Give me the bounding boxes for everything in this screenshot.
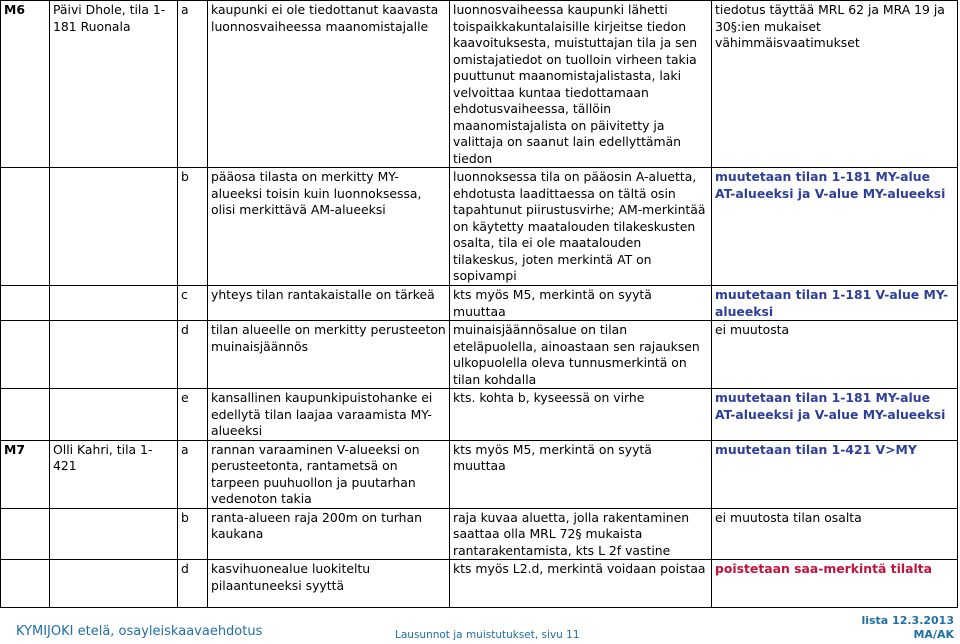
action-cell: muutetaan tilan 1-181 MY-alue AT-alueeksi ja V-alue MY-alueeksi [712, 168, 958, 286]
reply-cell: luonnosvaiheessa kaupunki lähetti toispaikkakuntalaisille kirjeitse tiedon kaavoituksesta, muistuttajan tila ja sen omistajatiedot on tuolloin virheen takia puuttunut maanomistajalistasta, laki velvoittaa kuntaa tiedottamaan ehdotusvaiheessa, tällöin maanomistajalista on päivitetty ja valittaja on saanut lain edellyttämän tiedon [450, 1, 712, 168]
commenter-cell: Olli Kahri, tila 1-421 [50, 440, 178, 508]
footer-document-title: KYMIJOKI etelä, osayleiskaavaehdotus [16, 624, 263, 639]
reply-cell: kts myös M5, merkintä on syytä muuttaa [450, 286, 712, 321]
action-cell: ei muutosta [712, 321, 958, 389]
action-cell: ei muutosta tilan osalta [712, 508, 958, 560]
commenter-cell [50, 508, 178, 560]
reply-cell: raja kuvaa aluetta, jolla rakentaminen saattaa olla MRL 72§ mukaista rantarakentamista, kts L 2f vastine [450, 508, 712, 560]
action-cell: muutetaan tilan 1-421 V>MY [712, 440, 958, 508]
commenter-cell [50, 286, 178, 321]
item-letter-cell: d [178, 560, 208, 608]
comment-id-cell [1, 389, 50, 441]
reply-cell: kts myös L2.d, merkintä voidaan poistaa [450, 560, 712, 608]
comment-text-cell: ranta-alueen raja 200m on turhan kaukana [208, 508, 450, 560]
comment-text-cell: rannan varaaminen V-alueeksi on perusteetonta, rantametsä on tarpeen puuhuollon ja puutarhan vedenoton takia [208, 440, 450, 508]
commenter-cell [50, 168, 178, 286]
item-letter-cell: c [178, 286, 208, 321]
footer-page-label: Lausunnot ja muistutukset, sivu 11 [395, 629, 580, 641]
action-cell: poistetaan saa-merkintä tilalta [712, 560, 958, 608]
footer-date: lista 12.3.2013 [861, 614, 954, 627]
item-letter-cell: a [178, 440, 208, 508]
commenter-cell [50, 389, 178, 441]
comment-id-cell [1, 321, 50, 389]
reply-cell: kts myös M5, merkintä on syytä muuttaa [450, 440, 712, 508]
commenter-cell: Päivi Dhole, tila 1-181 Ruonala [50, 1, 178, 168]
comment-text-cell: pääosa tilasta on merkitty MY-alueeksi toisin kuin luonnoksessa, olisi merkittävä AM-alueeksi [208, 168, 450, 286]
comment-text-cell: tilan alueelle on merkitty perusteeton muinaisjäännös [208, 321, 450, 389]
comment-text-cell: kansallinen kaupunkipuistohanke ei edellytä tilan laajaa varaamista MY-alueeksi [208, 389, 450, 441]
action-cell: muutetaan tilan 1-181 MY-alue AT-alueeksi ja V-alue MY-alueeksi [712, 389, 958, 441]
item-letter-cell: b [178, 168, 208, 286]
comment-text-cell: yhteys tilan rantakaistalle on tärkeä [208, 286, 450, 321]
comment-text-cell: kasvihuonealue luokiteltu pilaantuneeksi syyttä [208, 560, 450, 608]
reply-cell: muinaisjäännösalue on tilan eteläpuolella, ainoastaan sen rajauksen ulkopuolella oleva tunnusmerkintä on tilan kohdalla [450, 321, 712, 389]
comment-id-cell: M6 [1, 1, 50, 168]
table-row [1, 168, 958, 286]
page-footer [0, 598, 960, 642]
table-row [1, 389, 958, 441]
table-row [1, 286, 958, 321]
table-row [1, 1, 958, 168]
table-row [1, 440, 958, 508]
item-letter-cell: e [178, 389, 208, 441]
comment-text-cell: kaupunki ei ole tiedottanut kaavasta luonnosvaiheessa maanomistajalle [208, 1, 450, 168]
item-letter-cell: d [178, 321, 208, 389]
footer-author: MA/AK [913, 628, 954, 641]
comment-id-cell [1, 508, 50, 560]
comment-id-cell [1, 168, 50, 286]
comment-id-cell [1, 286, 50, 321]
table-row [1, 508, 958, 560]
reply-cell: kts. kohta b, kyseessä on virhe [450, 389, 712, 441]
commenter-cell [50, 321, 178, 389]
comment-id-cell: M7 [1, 440, 50, 508]
footer-meta [861, 614, 954, 642]
item-letter-cell: b [178, 508, 208, 560]
action-cell: muutetaan tilan 1-181 V-alue MY-alueeksi [712, 286, 958, 321]
item-letter-cell: a [178, 1, 208, 168]
reply-cell: luonnoksessa tila on pääosin A-aluetta, ehdotusta laadittaessa on tältä osin tapahtunut piirustusvirhe; AM-merkintää on käytetty maatalouden tilakeskusten osalta, tila ei ole maatalouden tilakeskus, joten merkintä AT on sopivampi [450, 168, 712, 286]
action-cell: tiedotus täyttää MRL 62 ja MRA 19 ja 30§:ien mukaiset vähimmäisvaatimukset [712, 1, 958, 168]
table-row [1, 321, 958, 389]
